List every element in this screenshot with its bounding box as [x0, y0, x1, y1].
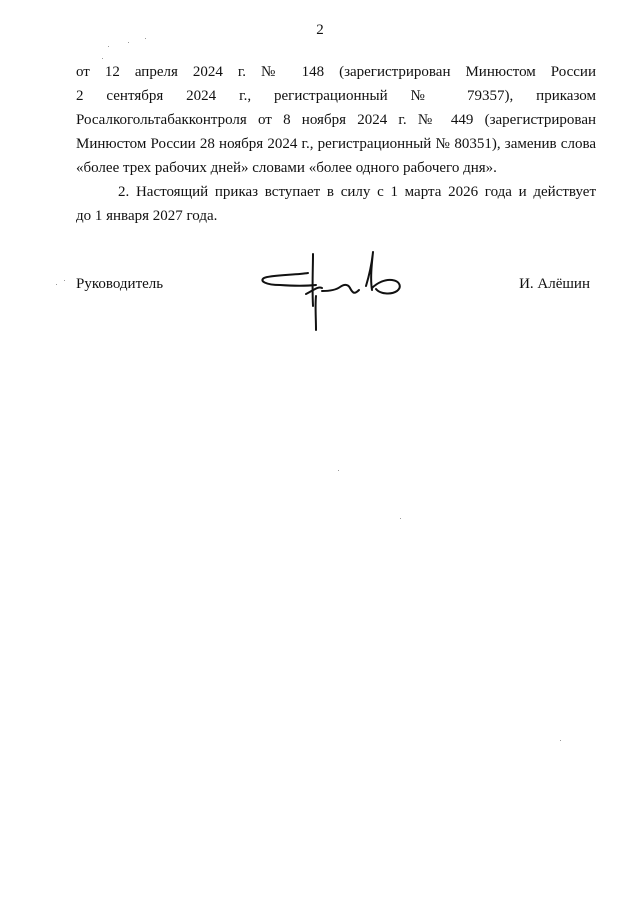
- scan-speck: [128, 42, 129, 43]
- scan-speck: [64, 280, 65, 281]
- paragraph-1: [76, 60, 596, 180]
- signatory-name: И. Алёшин: [519, 276, 590, 292]
- scan-speck: [560, 740, 561, 741]
- paragraph-2-line: 2. Настоящий приказ вступает в силу с 1 марта 2026 года и действует: [118, 184, 596, 200]
- paragraph-1-line: от 12 апреля 2024 г. № 148 (зарегистрирован Минюстом России: [76, 64, 596, 80]
- scan-speck: [102, 58, 103, 59]
- paragraph-2: [76, 180, 596, 228]
- paragraph-1-line: 2 сентября 2024 г., регистрационный № 79357), приказом: [76, 88, 596, 104]
- signatory-title: Руководитель: [76, 276, 164, 292]
- scan-speck: [108, 46, 109, 47]
- paragraph-1-line: «более трех рабочих дней» словами «более одного рабочего дня».: [76, 160, 497, 176]
- scan-speck: [338, 470, 339, 471]
- paragraph-1-line: Росалкогольтабакконтроля от 8 ноября 2024 г. № 449 (зарегистрирован: [76, 112, 596, 128]
- handwritten-signature: [256, 248, 406, 334]
- paragraph-1-line: Минюстом России 28 ноября 2024 г., регистрационный № 80351), заменив слова: [76, 136, 596, 152]
- scan-speck: [56, 284, 57, 285]
- page-number: 2: [316, 22, 324, 38]
- scan-speck: [400, 518, 401, 519]
- scan-speck: [145, 38, 146, 39]
- paragraph-2-line: до 1 января 2027 года.: [76, 208, 218, 224]
